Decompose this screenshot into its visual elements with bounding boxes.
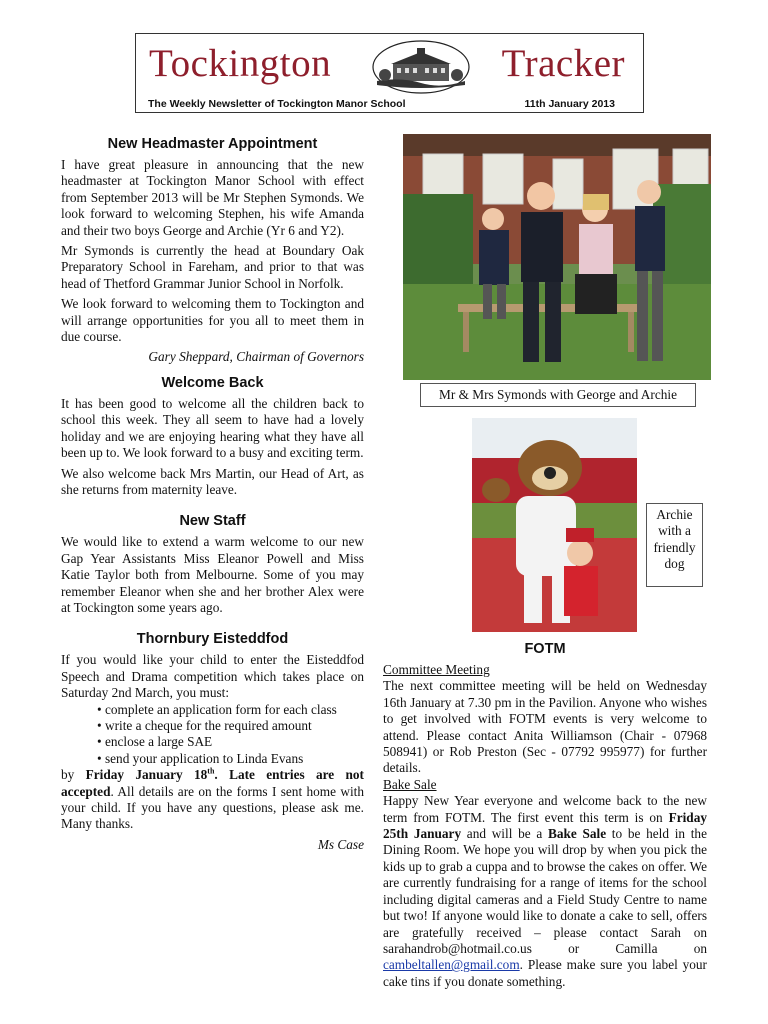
fotm-section (383, 640, 707, 994)
bake-sale-intro: Happy New Year everyone and welcome back to the new term from FOTM. The first event this term is on (383, 793, 707, 825)
deadline-by: by (61, 767, 86, 783)
committee-meeting-text: The next committee meeting will be held on Wednesday 16th January at 7.30 pm in the Pavilion. Anyone who wishes to get involved with FOTM events is very welcome to attend. Please contact Anita Williamson (Chair - 07968 508941) or Rob Preston (Sec - 07792 995977) for further details. (383, 678, 707, 776)
headmaster-signature: Gary Sheppard, Chairman of Governors (148, 349, 364, 365)
masthead (135, 33, 644, 113)
deadline-note: . Late entries are not accepted (61, 767, 364, 799)
bake-sale-closing: . Please make sure you label your cake tins if you donate something. (383, 957, 707, 989)
deadline-suffix: th (207, 766, 215, 776)
headmaster-paragraph-1: I have great pleasure in announcing that the new headmaster at Tockington Manor School with effect from September 2013 will be Mr Stephen Symonds. We look forward to welcoming Stephen, his wife Amanda and their two boys George and Archie (Yr 6 and Y2). (61, 157, 364, 238)
committee-meeting-heading: Committee Meeting (383, 662, 490, 677)
family-photo-image (403, 134, 711, 380)
headmaster-paragraph-3: We look forward to welcoming them to Tockington and will arrange opportunities for you all to meet them in due course. (61, 296, 364, 345)
welcome-heading: Welcome Back (161, 374, 264, 391)
list-item: • complete an application form for each class (97, 702, 364, 718)
bake-sale-heading: Bake Sale (383, 776, 437, 792)
masthead-title-right: Tracker (501, 42, 625, 85)
eisteddfod-deadline (61, 767, 364, 833)
deadline-rest: . All details are on the forms I sent home with your child. If you have any questions, please ask me. Many thanks. (61, 783, 364, 832)
eisteddfod-signature: Ms Case (317, 836, 364, 852)
deadline-date: Friday January 18 (85, 767, 208, 783)
mascot-photo (472, 418, 637, 632)
issue-date: 11th January 2013 (524, 98, 615, 110)
bake-sale-details: to be held in the Dining Room. We hope you will drop by when you pick the kids up to grab a cuppa and to browse the cakes on offer. We are currently fundraising for a range of items for the school including digital cameras and a Field Study Centre to name but two! If anyone would like to donate a cake to sell, offers are gratefully received – please contact Sarah on sarahandrob@hotmail.co.us or Camilla on (383, 826, 707, 956)
masthead-subtitle (148, 98, 615, 110)
mascot-photo-caption: Archie with a friendly dog (646, 503, 703, 587)
bake-sale-text (383, 793, 707, 990)
bake-sale-event: Bake Sale (547, 826, 607, 842)
list-item: • write a cheque for the required amount (97, 718, 364, 734)
masthead-title-left: Tockington (149, 42, 332, 85)
list-item: • enclose a large SAE (97, 734, 364, 750)
list-item: • send your application to Linda Evans (97, 751, 364, 767)
camilla-email-link[interactable]: cambeltallen@gmail.com (383, 957, 520, 973)
welcome-paragraph-2: We also welcome back Mrs Martin, our Head of Art, as she returns from maternity leave. (61, 465, 364, 497)
headmaster-paragraph-2: Mr Symonds is currently the head at Boundary Oak Preparatory School in Fareham, and prior to that was head of Thetford Grammar Junior School in Norfolk. (61, 243, 364, 291)
family-photo-caption: Mr & Mrs Symonds with George and Archie (420, 383, 696, 407)
eisteddfod-heading: Thornbury Eisteddfod (136, 631, 289, 648)
eisteddfod-list (61, 702, 364, 768)
staff-heading: New Staff (179, 513, 246, 530)
mascot-photo-image (472, 418, 637, 632)
school-emblem-icon (371, 39, 471, 95)
left-column (61, 135, 364, 857)
bake-sale-connector: and will be a (461, 826, 548, 842)
newsletter-tagline: The Weekly Newsletter of Tockington Manor School (148, 98, 406, 110)
staff-paragraph: We would like to extend a warm welcome to our new Gap Year Assistants Miss Eleanor Powell and Miss Katie Taylor both from Melbourne. Some of you may remember Eleanor when she and her brother Alex were at Tockington some years ago. (61, 534, 364, 615)
eisteddfod-intro: If you would like your child to enter the Eisteddfod Speech and Drama competition which takes place on Saturday 2nd March, you must: (61, 652, 364, 701)
fotm-heading: FOTM (524, 641, 566, 657)
family-photo (403, 134, 711, 380)
bake-sale-date: Friday 25th January (383, 809, 707, 842)
headmaster-heading: New Headmaster Appointment (107, 136, 318, 152)
welcome-paragraph-1: It has been good to welcome all the children back to school this week. They all seem to have had a lovely holiday and we are enjoying hearing what they have all been up to. We look forward to a busy and exciting term. (61, 395, 364, 461)
